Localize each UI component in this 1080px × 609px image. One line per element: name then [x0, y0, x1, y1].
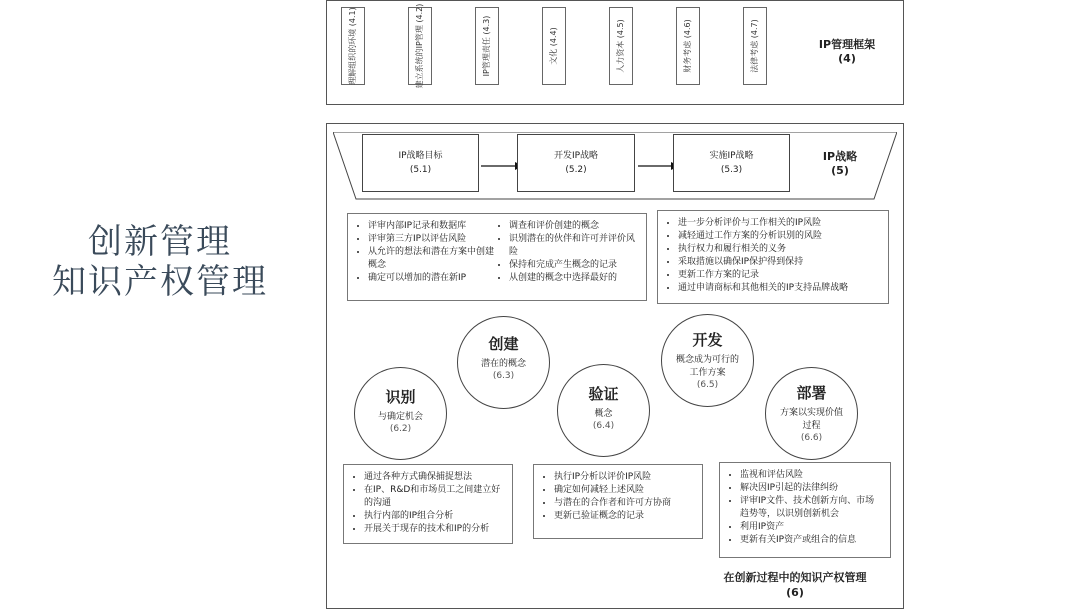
- circle-create: 创建 潜在的概念 (6.3): [457, 316, 550, 409]
- framework-item: 理解组织的环境 (4.1): [341, 7, 365, 85]
- list-item: • 监视和评估风险: [740, 469, 882, 482]
- develop-activities-list: [657, 210, 889, 304]
- list-item: • 执行IP分析以评价IP风险: [554, 471, 694, 484]
- process-title: 在创新过程中的知识产权管理 (6): [723, 571, 867, 599]
- list-item: • 与潜在的合作者和许可方协商: [554, 497, 694, 510]
- list-item: • 利用IP资产: [740, 521, 882, 534]
- create-activities-list: [347, 213, 647, 301]
- list-item: • 通过各种方式确保捕捉想法: [364, 471, 504, 484]
- framework-item: IP管理责任 (4.3): [475, 7, 499, 85]
- list-item: • 在IP、R&D和市场员工之间建立好的沟通: [364, 484, 504, 510]
- framework-title: IP管理框架 (4): [818, 38, 876, 65]
- list-item: • 解决因IP引起的法律纠纷: [740, 482, 882, 495]
- verify-activities-list: [533, 464, 703, 539]
- list-item: • 更新已验证概念的记录: [554, 510, 694, 523]
- framework-panel: [326, 0, 904, 105]
- strategy-step: 实施IP战略 (5.3): [673, 134, 790, 192]
- list-item: • 识别潜在的伙伴和许可并评价风险: [509, 233, 638, 259]
- identify-activities-list: [343, 464, 513, 544]
- list-item: • 评审第三方IP以评估风险: [368, 233, 497, 246]
- framework-item: 文化 (4.4): [542, 7, 566, 85]
- list-item: • 从允许的想法和潜在方案中创建概念: [368, 246, 497, 272]
- list-item: • 执行内部的IP组合分析: [364, 510, 504, 523]
- strategy-step: IP战略目标 (5.1): [362, 134, 479, 192]
- list-item: • 调查和评价创建的概念: [509, 220, 638, 233]
- list-item: • 确定可以增加的潜在新IP: [368, 272, 497, 285]
- circle-verify: 验证 概念 (6.4): [557, 364, 650, 457]
- framework-item: 法律考虑 (4.7): [743, 7, 767, 85]
- deploy-activities-list: [719, 462, 891, 558]
- list-item: • 确定如何减轻上述风险: [554, 484, 694, 497]
- list-item: • 开展关于现存的技术和IP的分析: [364, 523, 504, 536]
- list-item: • 更新工作方案的记录: [678, 269, 880, 282]
- list-item: • 保持和完成产生概念的记录: [509, 259, 638, 272]
- circle-identify: 识别 与确定机会 (6.2): [354, 367, 447, 460]
- framework-item: 建立系统的IP管理 (4.2): [408, 7, 432, 85]
- list-item: • 更新有关IP资产或组合的信息: [740, 534, 882, 547]
- strategy-step: 开发IP战略 (5.2): [517, 134, 635, 192]
- framework-item: 财务考虑 (4.6): [676, 7, 700, 85]
- circle-deploy: 部署 方案以实现价值过程 (6.6): [765, 367, 858, 460]
- process-panel: [326, 123, 904, 609]
- list-item: • 减轻通过工作方案的分析识别的风险: [678, 230, 880, 243]
- circle-develop: 开发 概念成为可行的工作方案 (6.5): [661, 314, 754, 407]
- framework-item: 人力资本 (4.5): [609, 7, 633, 85]
- list-item: • 采取措施以确保IP保护得到保持: [678, 256, 880, 269]
- strategy-title: IP战略 (5): [822, 150, 858, 177]
- list-item: • 评审内部IP记录和数据库: [368, 220, 497, 233]
- side-title: [40, 222, 280, 302]
- list-item: • 从创建的概念中选择最好的: [509, 272, 638, 285]
- side-title-line1: 创新管理: [88, 222, 232, 262]
- side-title-line2: 知识产权管理: [52, 262, 268, 302]
- list-item: • 评审IP文件、技术创新方向、市场趋势等，以识别创新机会: [740, 495, 882, 521]
- list-item: • 进一步分析评价与工作相关的IP风险: [678, 217, 880, 230]
- list-item: • 通过申请商标和其他相关的IP支持品牌战略: [678, 282, 880, 295]
- list-item: • 执行权力和履行相关的义务: [678, 243, 880, 256]
